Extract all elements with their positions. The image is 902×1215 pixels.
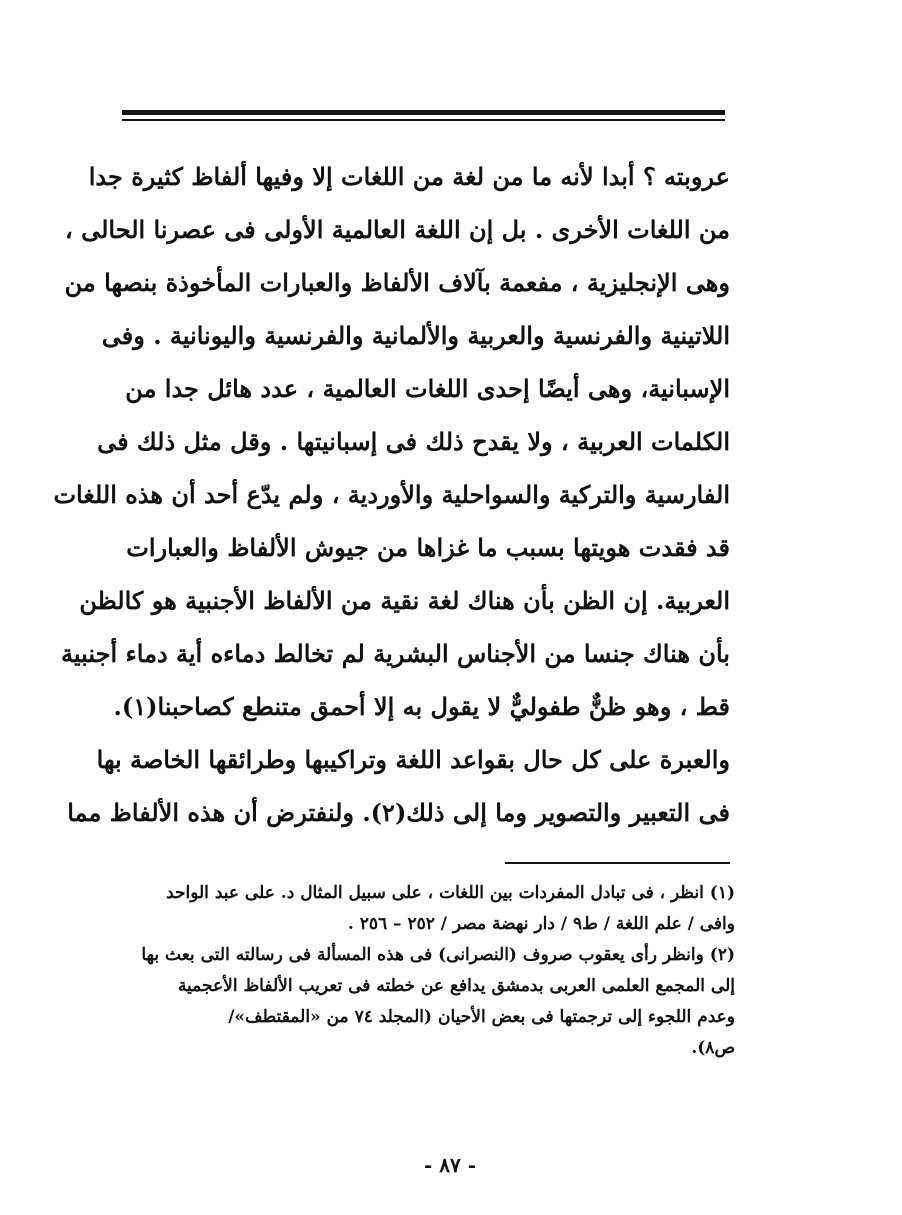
- footnote-separator: [505, 862, 730, 864]
- text-line: من اللغات الأخرى . بل إن اللغة العالمية الأولى فى عصرنا الحالى ،: [64, 215, 730, 244]
- text-line: قط ، وهو ظنٌّ طفوليٌّ لا يقول به إلا أحمق متنطع كصاحبنا(١).: [113, 692, 730, 721]
- footnote-line: (٢) وانظر رأى يعقوب صروف (النصرانى) فى هذه المسألة فى رسالته التى بعث بها: [141, 945, 735, 965]
- page-number: - ٨٧ -: [423, 1153, 476, 1177]
- main-text: [53, 150, 730, 839]
- footnotes: [125, 878, 735, 1064]
- footnote-line: ص٨).: [691, 1038, 735, 1058]
- text-line: الإسبانية، وهى أيضًا إحدى اللغات العالمية ، عدد هائل جدا من: [125, 374, 730, 403]
- text-line: عروبته ؟ أبدا لأنه ما من لغة من اللغات إلا وفيها ألفاظ كثيرة جدا: [88, 162, 730, 191]
- footnote-2: [125, 940, 735, 1064]
- text-line: الفارسية والتركية والسواحلية والأوردية ، ولم يدّع أحد أن هذه اللغات: [53, 480, 730, 509]
- text-line: والعبرة على كل حال بقواعد اللغة وتراكيبها وطرائقها الخاصة بها: [96, 745, 730, 774]
- text-line: العربية. إن الظن بأن هناك لغة نقية من الألفاظ الأجنبية هو كالظن: [79, 586, 730, 615]
- text-line: فى التعبير والتصوير وما إلى ذلك(٢). ولنفترض أن هذه الألفاظ مما: [67, 798, 730, 827]
- footnote-1: [125, 878, 735, 940]
- footnote-line: وعدم اللجوء إلى ترجمتها فى بعض الأحيان (المجلد ٧٤ من «المقتطف»/: [228, 1007, 735, 1027]
- footnote-line: (١) انظر ، فى تبادل المفردات بين اللغات ، على سبيل المثال د. على عبد الواحد: [166, 883, 735, 903]
- header-thin-rule: [122, 119, 725, 121]
- text-line: وهى الإنجليزية ، مفعمة بآلاف الألفاظ والعبارات المأخوذة بنصها من: [64, 268, 730, 297]
- text-line: بأن هناك جنسا من الأجناس البشرية لم تخالط دماءه أية دماء أجنبية: [61, 639, 730, 668]
- text-line: اللاتينية والفرنسية والعربية والألمانية والفرنسية واليونانية . وفى: [101, 321, 730, 350]
- text-line: قد فقدت هويتها بسبب ما غزاها من جيوش الألفاظ والعبارات: [126, 533, 730, 562]
- header-thick-rule: [122, 110, 725, 115]
- footnote-line: إلى المجمع العلمى العربى بدمشق يدافع عن خطته فى تعريب الألفاظ الأعجمية: [177, 976, 735, 996]
- footnote-line: وافى / علم اللغة / ط٩ / دار نهضة مصر / ٢٥٢ – ٢٥٦ .: [347, 914, 735, 934]
- text-line: الكلمات العربية ، ولا يقدح ذلك فى إسبانيتها . وقل مثل ذلك فى: [97, 427, 730, 456]
